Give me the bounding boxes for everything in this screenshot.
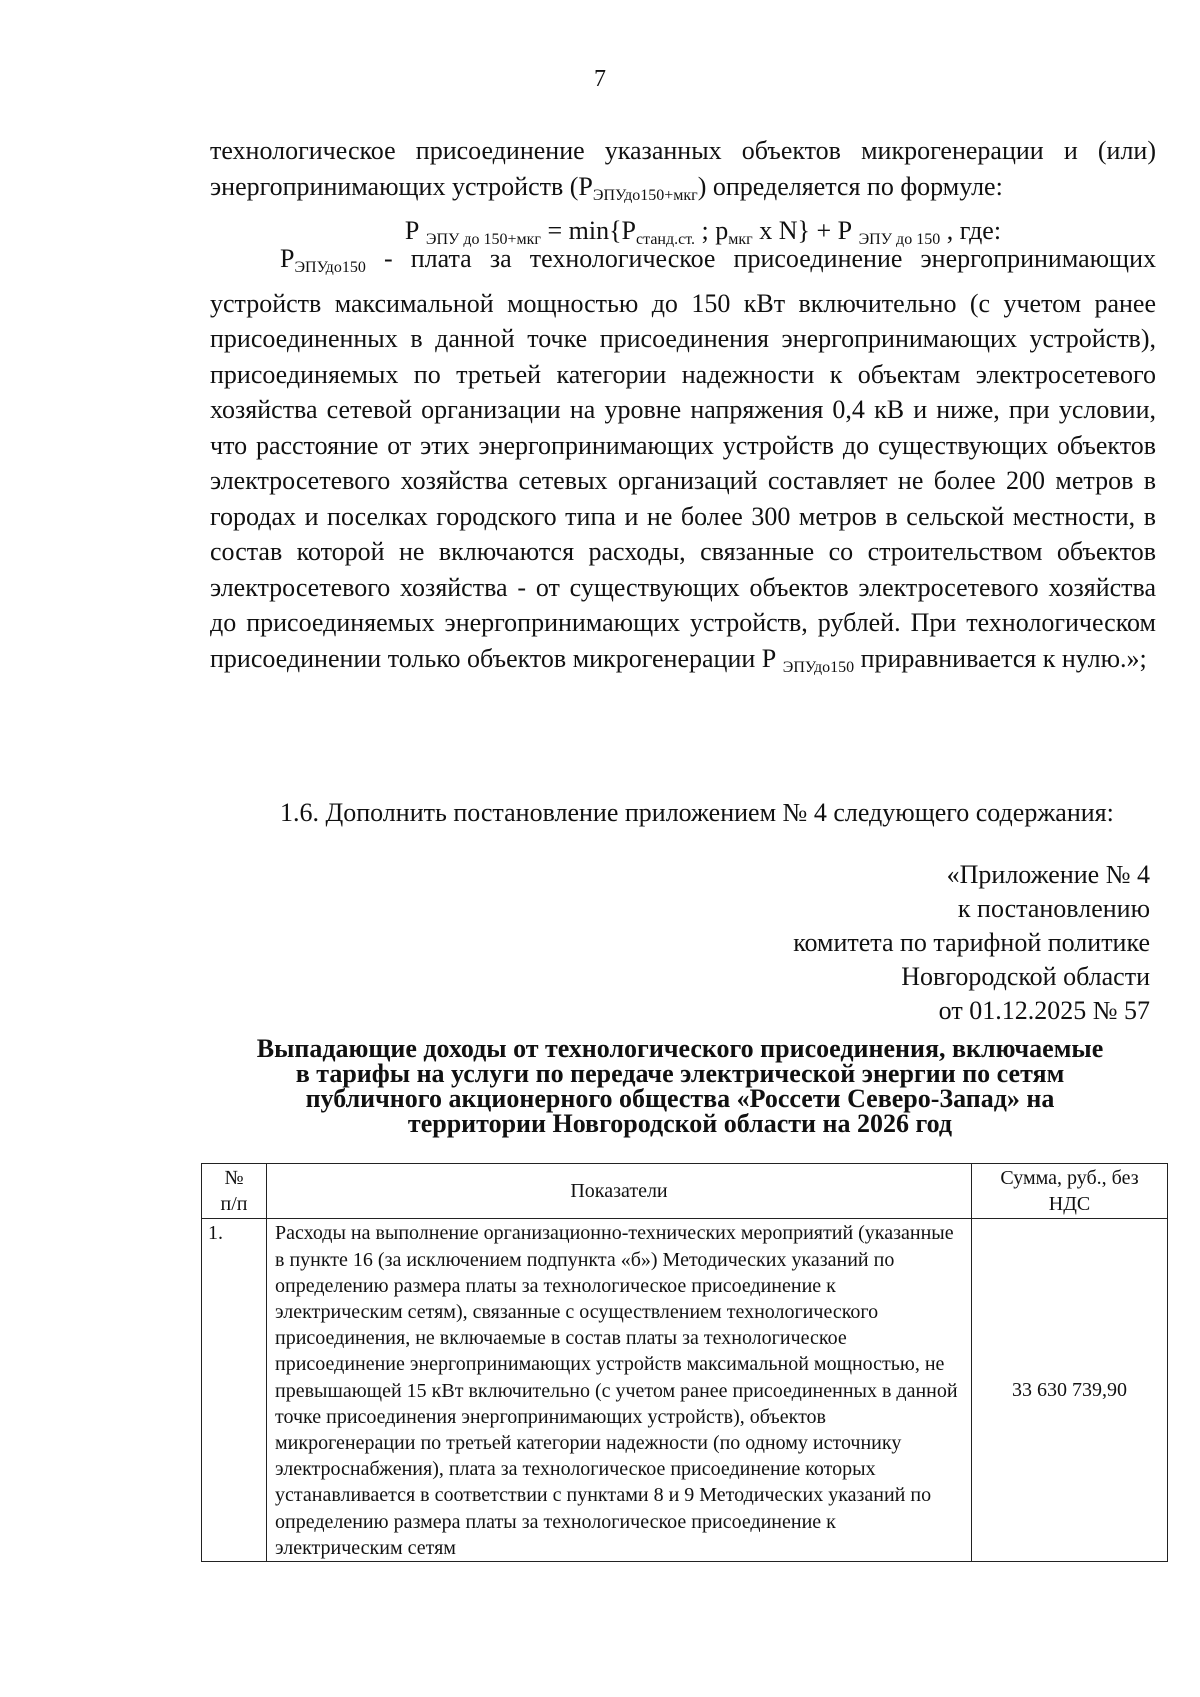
annex-line: к постановлению [957,894,1150,923]
header-indicators: Показатели [267,1164,972,1219]
row-description: Расходы на выполнение организационно-технических мероприятий (указанные в пункте 16 (за исключением подпункта «б») Методических указаний по определению размера платы за технологическое присоединение к электрическим сетям), связанные с осуществлением технологического присоединения, не включаемые в состав платы за технологическое присоединение энергопринимающих устройств максимальной мощностью, не превышающей 15 кВт включительно (с учетом ранее присоединенных в данной точке присоединения энергопринимающих устройств), объектов микрогенерации по третьей категории надежности (по одному источнику электроснабжения), плата за технологическое присоединение которых устанавливается в соответствии с пунктами 8 и 9 Методических указаний по определению размера платы за технологическое присоединение к электрическим сетям [267,1219,972,1562]
annex-line: комитета по тарифной политике [793,928,1150,957]
row-number: 1. [202,1219,267,1562]
formula: Р $_{ЭПУ до 150+мкг} = \min\{Р_{станд.ст.}$ ; $р_{мкг}$ x N} + Р $_{ЭПУ до 150}$ , где: [404,216,1002,248]
table-title-line: территории Новгородской области на 2026 год [407,1109,953,1138]
header-number: № п/п [202,1164,267,1219]
definition-text: $Р_{ЭПУдо150}$ - плата за технологическое присоединение энергопринимающих устройств максимальной мощностью до 150 кВт включительно (с учетом ранее присоединенных в данной точке присоединения энергопринимающих устройств), присоединяемых по третьей категории надежности к объектам электросетевого хозяйства сетевой организации на уровне напряжения 0,4 кВ и ниже, при условии, что расстояние от этих энергопринимающих устройств до существующих объектов электросетевого хозяйства сетевых организаций составляет не более 200 метров в городах и поселках городского типа и не более 300 метров в сельской местности, в состав которой не включаются расходы, связанные со строительством объектов электросетевого хозяйства - от существующих объектов электросетевого хозяйства до присоединяемых энергопринимающих устройств, рублей. При технологическом присоединении только объектов микрогенерации Р $_{ЭПУдо150}$ приравнивается к нулю.»; [210,244,1156,676]
table-header-row [202,1164,1168,1219]
table-title [200,1036,1160,1136]
table-title-line: публичного акционерного общества «Россети Северо-Запад» на [305,1084,1055,1113]
table-title-line: в тарифы на услуги по передаче электрической энергии по сетям [295,1059,1065,1088]
table-title-line: Выпадающие доходы от технологического присоединения, включаемые [256,1034,1104,1063]
definition-paragraph [210,241,1156,685]
intro-line-2: энергопринимающих устройств $(Р_{ЭПУдо150+мкг})$ определяется по формуле: [210,171,1003,204]
lost-income-table [201,1163,1168,1562]
annex-line: Новгородской области [901,962,1150,991]
intro-line-1: технологическое присоединение указанных объектов микрогенерации и (или) [210,136,1156,165]
annex-line: «Приложение № 4 [946,860,1150,889]
annex-line: от 01.12.2025 № 57 [938,996,1150,1025]
header-sum: Сумма, руб., без НДС [972,1164,1168,1219]
annex-header [550,858,1150,1028]
row-sum: 33 630 739,90 [972,1219,1168,1562]
item-1-6-paragraph [210,795,1156,831]
intro-paragraph [210,133,1156,258]
item-1-6-text: 1.6. Дополнить постановление приложением № 4 следующего содержания: [280,798,1114,827]
page-number: 7 [594,66,606,92]
table-row [202,1219,1168,1562]
